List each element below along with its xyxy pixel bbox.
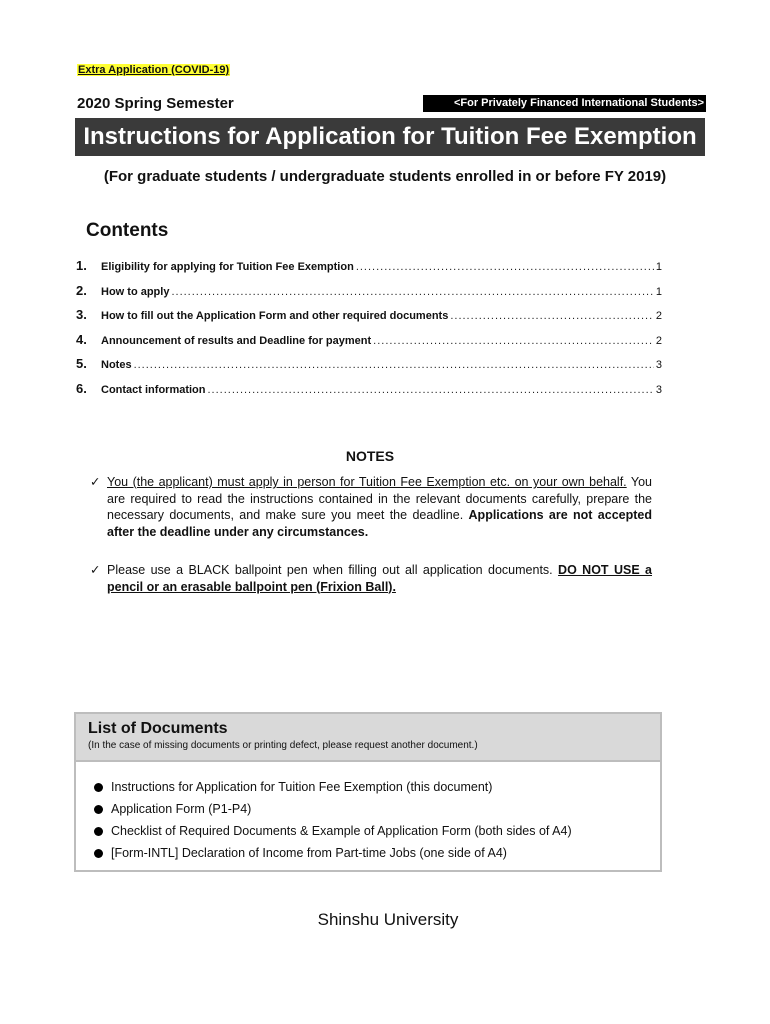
toc-label: Eligibility for applying for Tuition Fee Exemption (101, 261, 354, 273)
toc-label: Announcement of results and Deadline for payment (101, 334, 372, 347)
toc-label: How to fill out the Application Form and other required documents (101, 310, 449, 322)
toc-leader (208, 384, 654, 396)
toc-page: 1 (655, 285, 662, 298)
document-name: Checklist of Required Documents & Example of Application Form (both sides of A4) (111, 824, 572, 838)
bullet-icon (94, 827, 103, 836)
document-list-header (76, 714, 660, 762)
toc-number: 3. (76, 307, 87, 322)
note-underlined-text: You (the applicant) must apply in person for Tuition Fee Exemption etc. on your own behalf. (107, 475, 627, 489)
toc-label: Contact information (101, 383, 206, 396)
toc-number: 1. (76, 258, 87, 273)
list-item (94, 798, 660, 820)
document-name: [Form-INTL] Declaration of Income from Part-time Jobs (one side of A4) (111, 846, 507, 860)
toc-leader (134, 359, 654, 371)
toc-page: 1 (655, 261, 662, 273)
bullet-icon (94, 849, 103, 858)
checkmark-icon: ✓ (90, 563, 101, 577)
toc-label: How to apply (101, 285, 170, 298)
bullet-icon (94, 805, 103, 814)
toc-page: 3 (655, 359, 662, 371)
document-list-title: List of Documents (88, 720, 228, 737)
toc-leader (171, 286, 653, 298)
semester-label: 2020 Spring Semester (77, 95, 234, 112)
list-item (94, 776, 660, 798)
notes-heading: NOTES (345, 448, 395, 464)
document-list-note: (In the case of missing documents or printing defect, please request another document.) (88, 740, 478, 751)
toc-item[interactable] (76, 381, 662, 406)
toc-number: 6. (76, 380, 87, 396)
toc-item[interactable] (76, 356, 662, 381)
note-bold-text: Applications are not accepted after the deadline under any circumstances. (107, 508, 652, 539)
contents-heading: Contents (86, 220, 169, 241)
note-apply-in-person (90, 474, 652, 540)
checkmark-icon: ✓ (90, 475, 101, 489)
note-black-pen (90, 562, 652, 595)
extra-application-tag: Extra Application (COVID-19) (78, 64, 230, 76)
toc-item[interactable] (76, 283, 662, 308)
bullet-icon (94, 783, 103, 792)
page-subtitle: (For graduate students / undergraduate students enrolled in or before FY 2019) (103, 168, 667, 185)
document-list (76, 762, 660, 864)
toc-leader (373, 335, 654, 347)
table-of-contents (76, 258, 662, 405)
note-bold-underlined-text: DO NOT USE a pencil or an erasable ballpoint pen (Frixion Ball). (107, 563, 653, 594)
note-text (107, 562, 652, 595)
note-body-text: Please use a BLACK ballpoint pen when filling out all application documents. (107, 563, 559, 577)
note-body-text: You are required to read the instructions contained in the relevant documents carefully, prepare the necessary documents, and make sure you meet the deadline. (107, 475, 653, 522)
toc-number: 2. (76, 282, 87, 298)
toc-page: 2 (655, 310, 662, 322)
university-name: Shinshu University (317, 910, 459, 929)
note-text (107, 474, 652, 540)
list-item (94, 842, 660, 864)
list-item (94, 820, 660, 842)
document-name: Application Form (P1-P4) (111, 802, 252, 816)
toc-page: 2 (655, 334, 662, 347)
toc-leader (356, 261, 654, 273)
audience-banner: <For Privately Financed International Students> (423, 95, 706, 112)
page-title: Instructions for Application for Tuition Fee Exemption (75, 118, 705, 156)
toc-leader (450, 310, 654, 322)
toc-label: Notes (101, 359, 132, 371)
toc-page: 3 (655, 383, 662, 396)
toc-number: 4. (76, 331, 87, 347)
toc-number: 5. (76, 356, 87, 371)
toc-item[interactable] (76, 307, 662, 332)
toc-item[interactable] (76, 258, 662, 283)
document-name: Instructions for Application for Tuition Fee Exemption (this document) (111, 780, 493, 794)
document-list-box (74, 712, 662, 872)
toc-item[interactable] (76, 332, 662, 357)
